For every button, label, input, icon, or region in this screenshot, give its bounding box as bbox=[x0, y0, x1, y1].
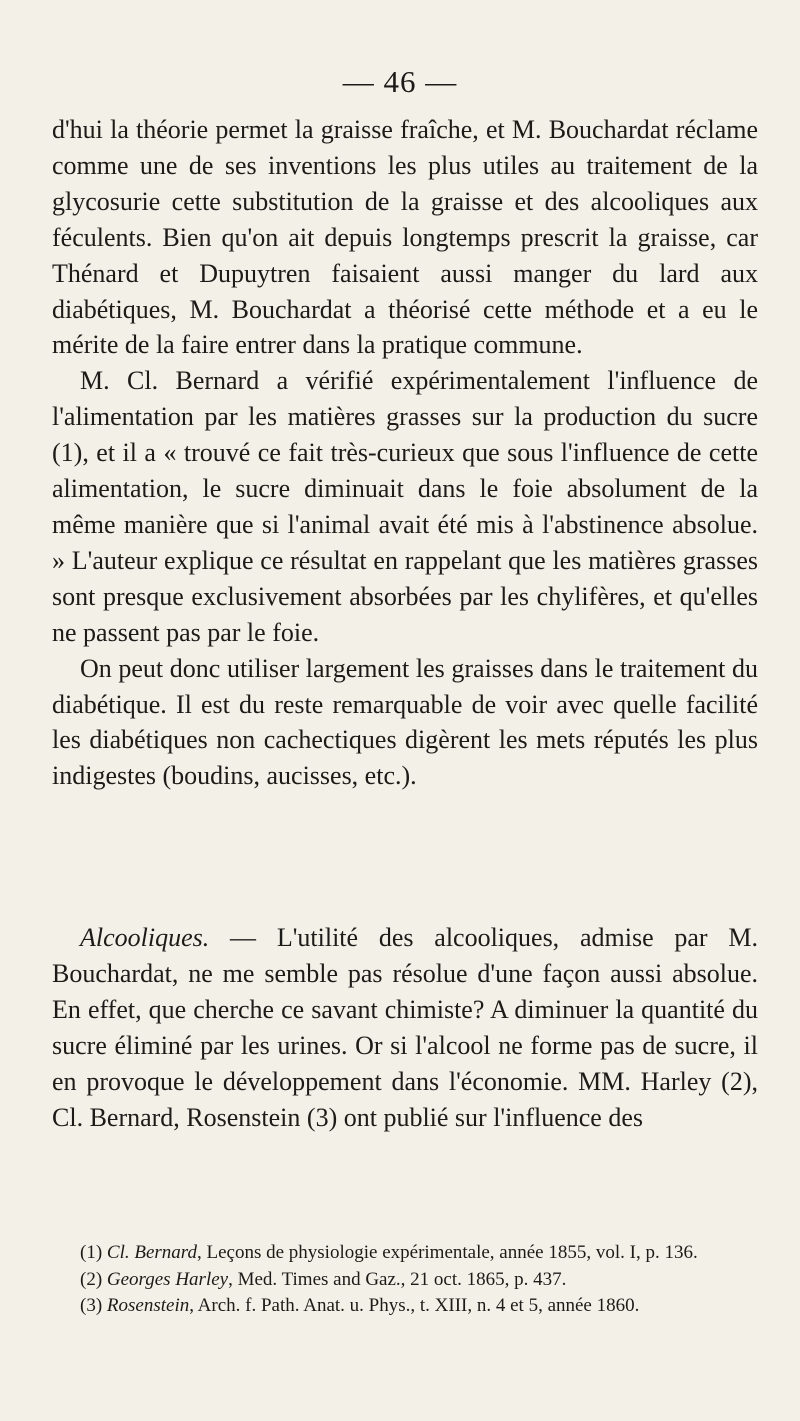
section-heading: Alcooliques. bbox=[80, 923, 210, 952]
paragraph-bernard: M. Cl. Bernard a vérifié expérimentalement l'influence de l'alimentation par les matières grasses sur la production du sucre (1), et il a « trouvé ce fait très-curieux que sous l'influence de cette alimentation, le sucre diminuait dans le foie absolument de la même manière que si l'animal avait été mis à l'abstinence absolue. » L'auteur explique ce résultat en rappelant que les matières grasses sont presque exclusivement absorbées par les chylifères, et qu'elles ne passent pas par le foie. bbox=[52, 366, 758, 647]
footnote-mark: (2) bbox=[80, 1268, 107, 1290]
footnote-author: Cl. Bernard bbox=[106, 1242, 197, 1263]
page-number: — 46 — bbox=[342, 64, 458, 99]
section-alcooliques bbox=[52, 920, 758, 1135]
footnote-3 bbox=[52, 1293, 758, 1320]
footnote-mark: (3) bbox=[80, 1295, 107, 1316]
footnote-text: , Arch. f. Path. Anat. u. Phys., t. XIII, n. 4 et 5, année 1860. bbox=[189, 1295, 640, 1316]
footnote-mark: (1) bbox=[80, 1242, 107, 1263]
footnote-author: Georges Harley bbox=[106, 1268, 229, 1290]
footnote-1 bbox=[52, 1240, 758, 1267]
footnote-author: Rosenstein bbox=[106, 1295, 190, 1316]
body-text bbox=[52, 112, 758, 794]
section-text: — L'utilité des alcooliques, admise par M. Bouchardat, ne me semble pas résolue d'une façon aussi absolue. En effet, que cherche ce savant chimiste? A diminuer la quantité du sucre éliminé par les urines. Or si l'alcool ne forme pas de sucre, il en provoque le développement dans l'économie. MM. Harley (2), Cl. Bernard, Rosenstein (3) ont publié sur l'influence des bbox=[52, 923, 758, 1132]
paragraph-continuation: d'hui la théorie permet la graisse fraîche, et M. Bouchardat réclame comme une de ses inventions les plus utiles au traitement de la glycosurie cette substitution de la graisse et des alcooliques aux féculents. Bien qu'on ait depuis longtemps prescrit la graisse, car Thénard et Dupuytren faisaient aussi manger du lard aux diabétiques, M. Bouchardat a théorisé cette méthode et a eu le mérite de la faire entrer dans la pratique commune. bbox=[52, 115, 758, 360]
paragraph-graisses: On peut donc utiliser largement les graisses dans le traitement du diabétique. Il est du reste remarquable de voir avec quelle facilité les diabétiques non cachectiques digèrent les mets réputés les plus indigestes (boudins, aucisses, etc.). bbox=[52, 653, 758, 791]
footnote-2 bbox=[52, 1267, 758, 1294]
footnote-text: , Leçons de physiologie expérimentale, année 1855, vol. I, p. 136. bbox=[196, 1242, 698, 1263]
section-paragraph bbox=[52, 920, 758, 1135]
footnote-text: , Med. Times and Gaz., 21 oct. 1865, p. 437. bbox=[228, 1268, 567, 1290]
footnotes bbox=[52, 1240, 758, 1320]
